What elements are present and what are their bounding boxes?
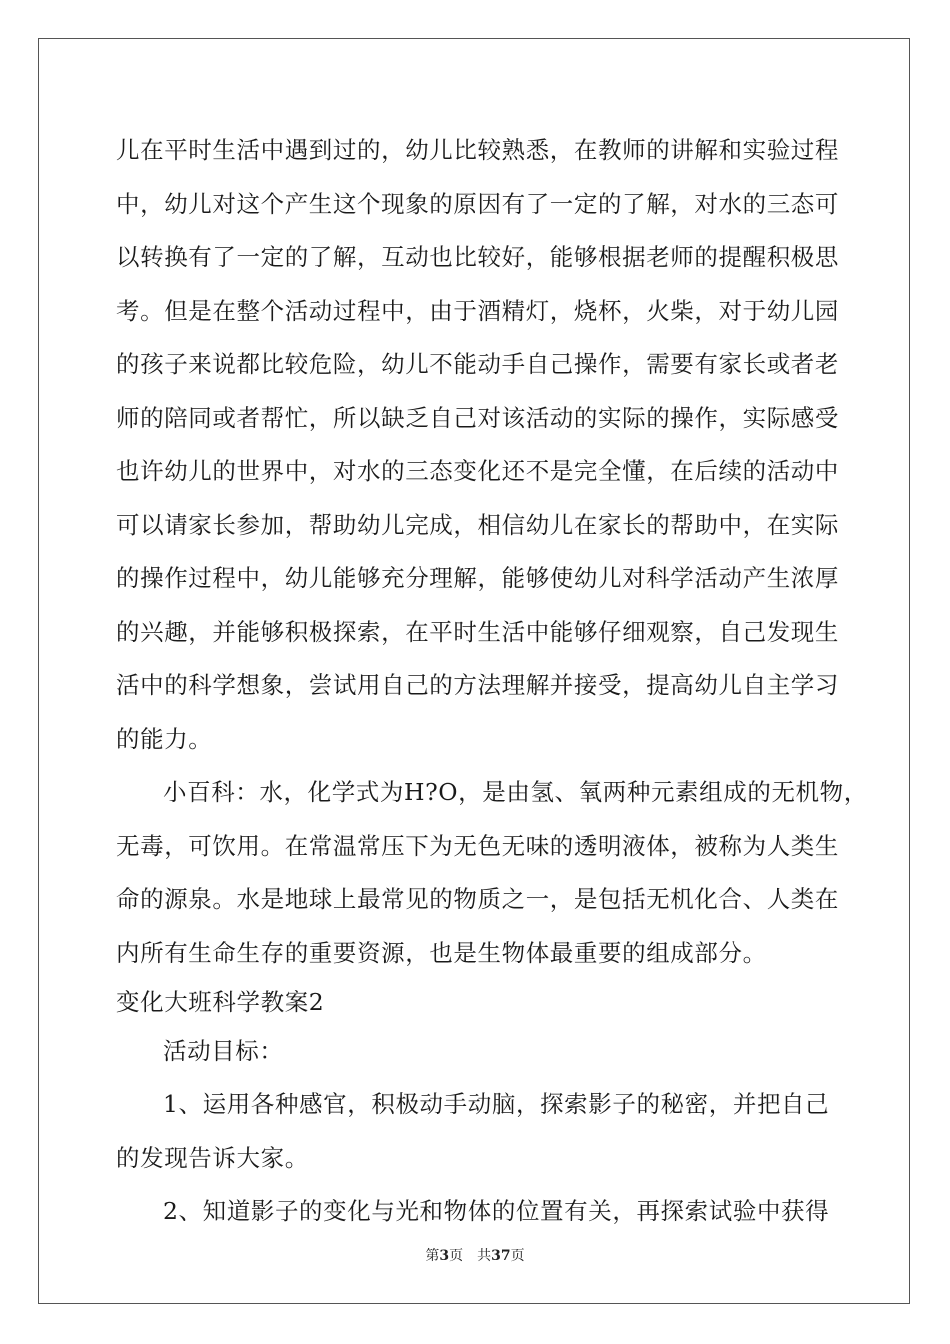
text-line: 师的陪同或者帮忙，所以缺乏自己对该活动的实际的操作，实际感受 — [116, 403, 839, 432]
text-line: 的发现告诉大家。 — [116, 1143, 309, 1172]
text-line: 儿在平时生活中遇到过的，幼儿比较熟悉，在教师的讲解和实验过程 — [116, 136, 839, 164]
text-line: 活动目标： — [163, 1036, 284, 1065]
document-body — [116, 128, 868, 1243]
text-line: 可以请家长参加，帮助幼儿完成，相信幼儿在家长的帮助中，在实际 — [116, 510, 839, 539]
text-line: 命的源泉。水是地球上最常见的物质之一，是包括无机化合、人类在 — [116, 885, 839, 913]
text-line: 的操作过程中，幼儿能够充分理解，能够使幼儿对科学活动产生浓厚 — [116, 564, 839, 592]
text-line: 考。但是在整个活动过程中，由于酒精灯，烧杯，火柴，对于幼儿园 — [116, 296, 839, 325]
text-line: 的兴趣，并能够积极探索，在平时生活中能够仔细观察，自己发现生 — [116, 617, 839, 646]
total-prefix: 共 — [477, 1248, 492, 1264]
text-line: 的孩子来说都比较危险，幼儿不能动手自己操作，需要有家长或者老 — [116, 350, 839, 378]
text-line: 以转换有了一定的了解，互动也比较好，能够根据老师的提醒积极思 — [116, 243, 839, 271]
page-current: 3 — [439, 1248, 450, 1264]
total-unit: 页 — [510, 1248, 525, 1264]
page-unit: 页 — [449, 1248, 464, 1264]
text-line: 2、知道影子的变化与光和物体的位置有关，再探索试验中获得 — [163, 1197, 830, 1225]
page-total: 37 — [491, 1248, 511, 1264]
page-prefix: 第 — [425, 1248, 440, 1264]
text-line: 也许幼儿的世界中，对水的三态变化还不是完全懂，在后续的活动中 — [116, 457, 839, 485]
text-line: 变化大班科学教案2 — [116, 987, 325, 1016]
text-line: 1、运用各种感官，积极动手动脑，探索影子的秘密，并把自己 — [163, 1090, 830, 1118]
text-line: 内所有生命生存的重要资源，也是生物体最重要的组成部分。 — [116, 938, 767, 967]
text-line: 中，幼儿对这个产生这个现象的原因有了一定的了解，对水的三态可 — [116, 189, 839, 218]
text-line: 无毒，可饮用。在常温常压下为无色无味的透明液体，被称为人类生 — [116, 831, 839, 860]
text-line: 活中的科学想象，尝试用自己的方法理解并接受，提高幼儿自主学习 — [116, 671, 839, 699]
text-line: 的能力。 — [116, 724, 213, 753]
text-line: 小百科：水，化学式为H?O，是由氢、氧两种元素组成的无机物， — [163, 778, 868, 806]
page-footer — [0, 1245, 950, 1265]
